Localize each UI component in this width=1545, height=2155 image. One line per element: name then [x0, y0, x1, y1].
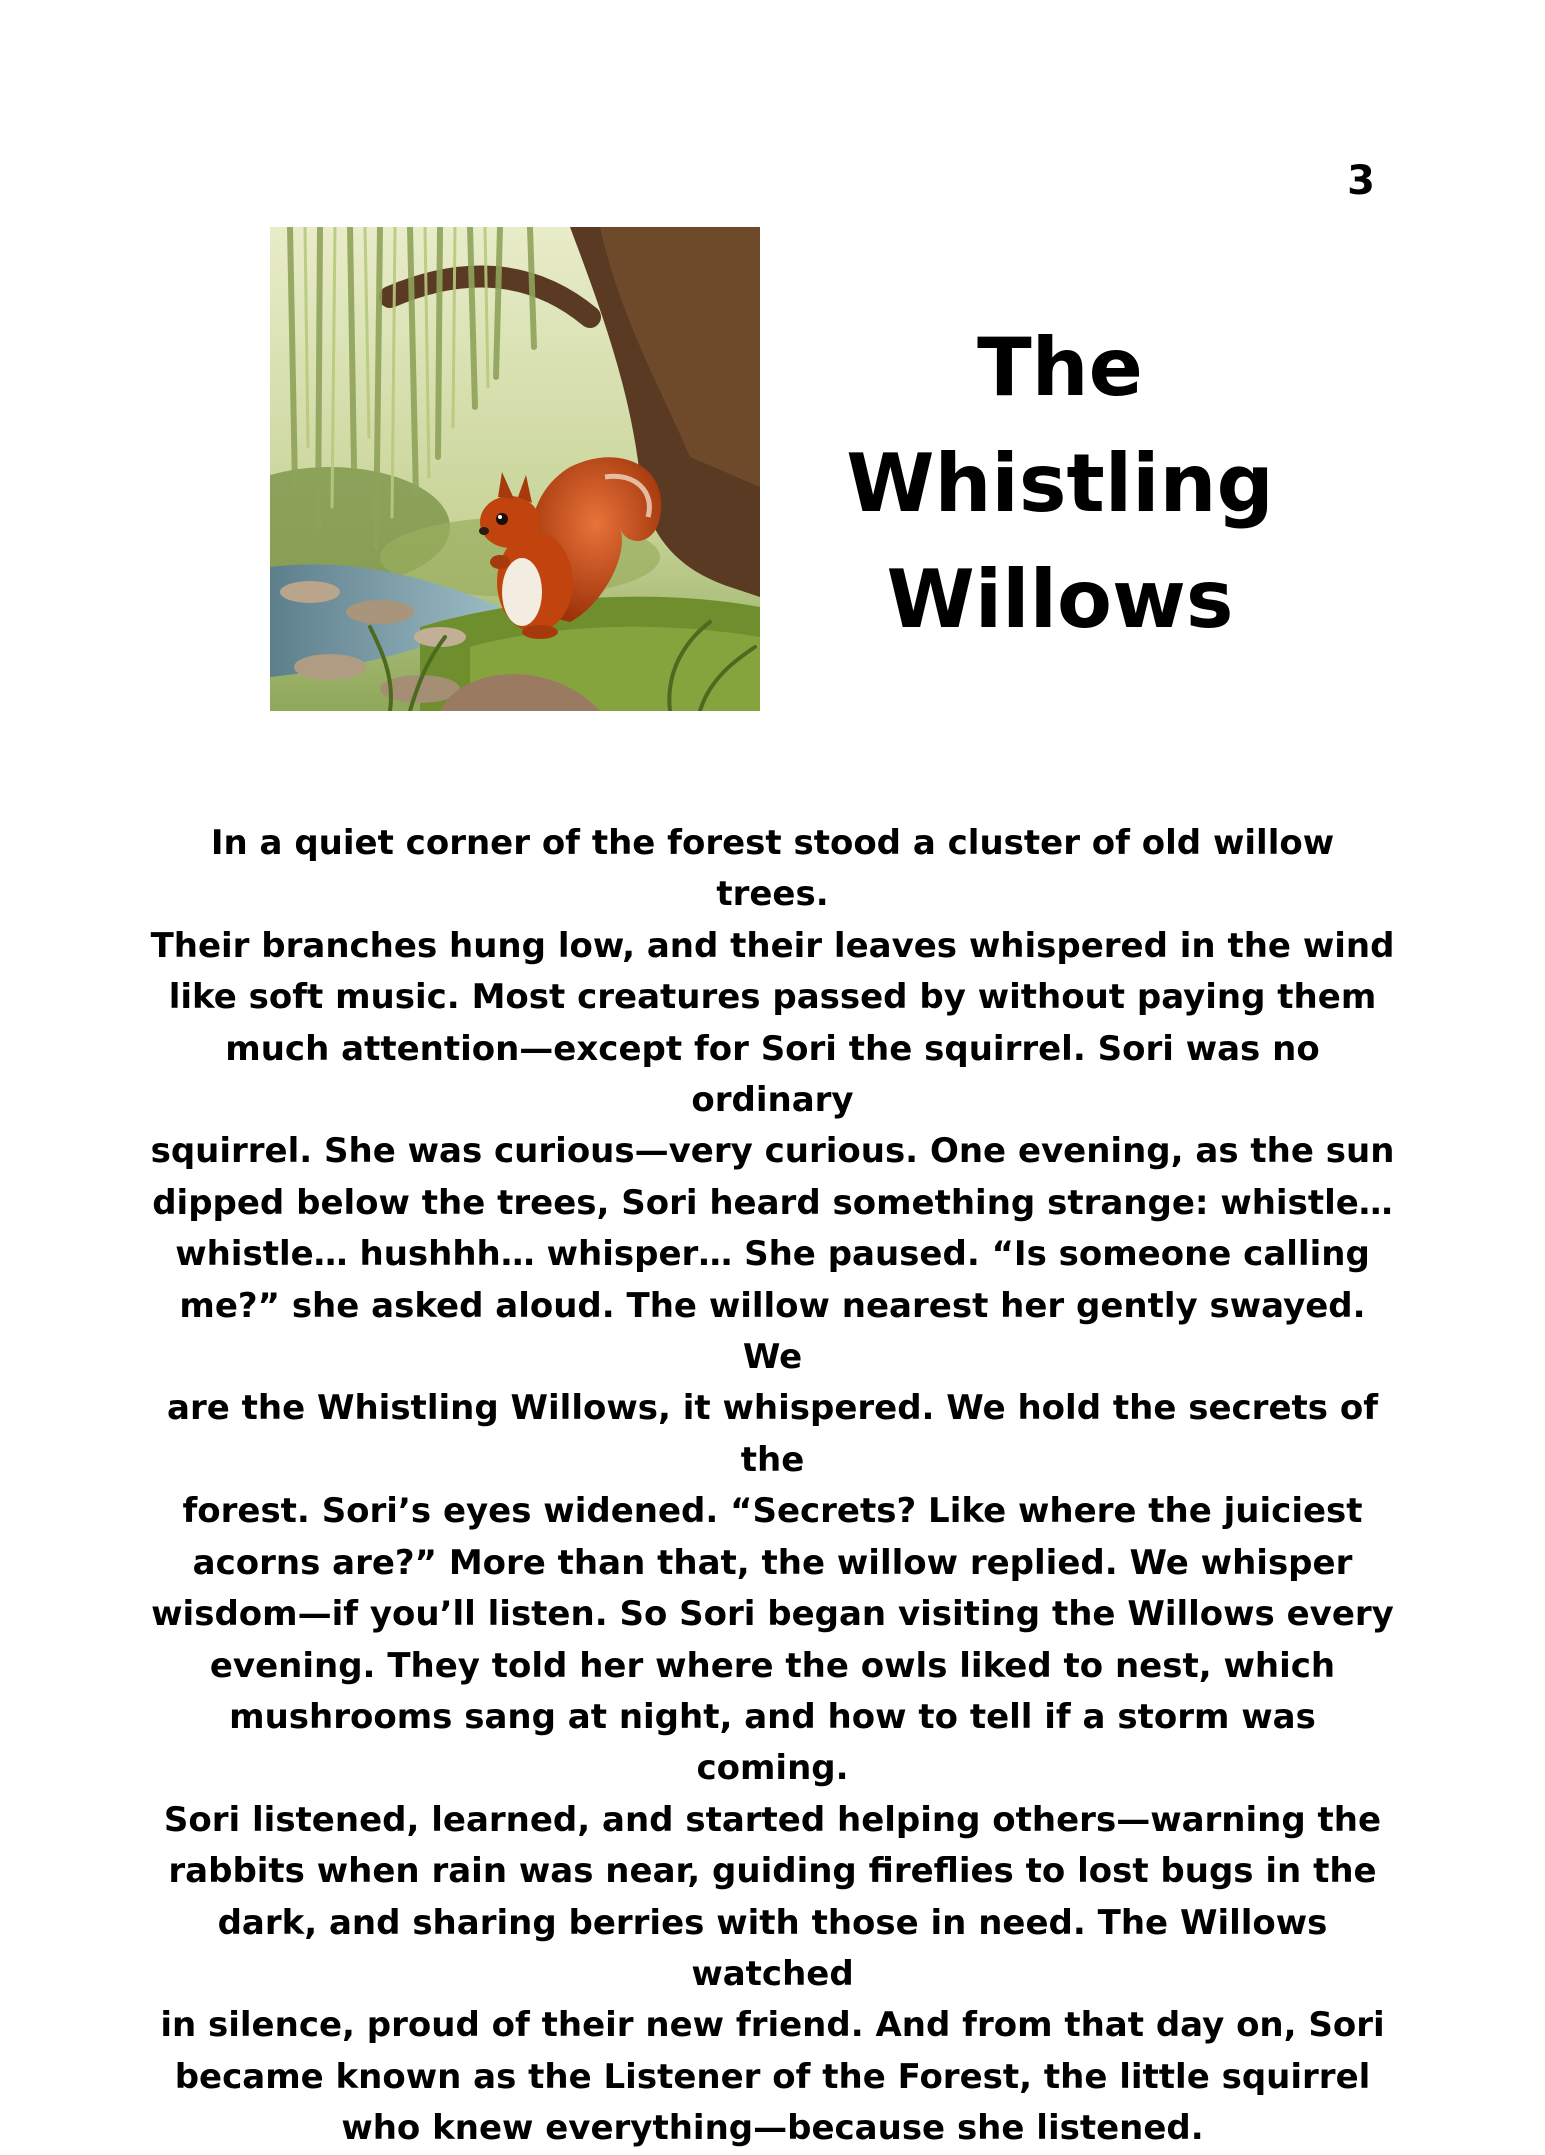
story-line: mushrooms sang at night, and how to tell if a storm was coming.: [229, 1696, 1316, 1789]
story-line: who knew everything—because she listened.: [341, 2108, 1204, 2149]
story-line: evening. They told her where the owls liked to nest, which: [209, 1645, 1336, 1686]
title-line: Willows: [886, 553, 1234, 646]
story-line: are the Whistling Willows, it whispered. We hold the secrets of the: [167, 1388, 1378, 1480]
story-line: In a quiet corner of the forest stood a cluster of old willow trees.: [210, 823, 1335, 915]
story-line: much attention—except for Sori the squirrel. Sori was no ordinary: [225, 1028, 1320, 1121]
story-line: rabbits when rain was near, guiding fireflies to lost bugs in the: [168, 1851, 1377, 1892]
story-line: wisdom—if you’ll listen. So Sori began visiting the Willows every: [151, 1594, 1394, 1635]
story-line: dark, and sharing berries with those in need. The Willows watched: [217, 1902, 1328, 1994]
story-line: in silence, proud of their new friend. And from that day on, Sori: [160, 2005, 1385, 2046]
story-line: Their branches hung low, and their leaves whispered in the wind: [150, 925, 1395, 966]
squirrel-illustration: [270, 227, 760, 711]
title-line: Whistling: [846, 437, 1274, 530]
title-line: The: [977, 321, 1143, 414]
story-line: dipped below the trees, Sori heard something strange: whistle…: [152, 1182, 1393, 1223]
story-line: Sori listened, learned, and started helping others—warning the: [163, 1799, 1382, 1840]
story-line: like soft music. Most creatures passed by without paying them: [168, 977, 1377, 1018]
story-line: me?” she asked aloud. The willow nearest her gently swayed. We: [179, 1285, 1366, 1378]
squirrel-willow-image: [270, 227, 760, 711]
story-title: [820, 310, 1300, 658]
story-line: became known as the Listener of the Forest, the little squirrel: [174, 2056, 1371, 2097]
story-line: acorns are?” More than that, the willow replied. We whisper: [192, 1542, 1353, 1583]
page-number: 3: [1347, 158, 1375, 204]
story-text: [150, 818, 1395, 2155]
story-line: whistle… hushhh… whisper… She paused. “Is someone calling: [175, 1234, 1370, 1275]
story-line: forest. Sori’s eyes widened. “Secrets? Like where the juiciest: [182, 1491, 1363, 1532]
story-line: squirrel. She was curious—very curious. One evening, as the sun: [150, 1131, 1395, 1172]
